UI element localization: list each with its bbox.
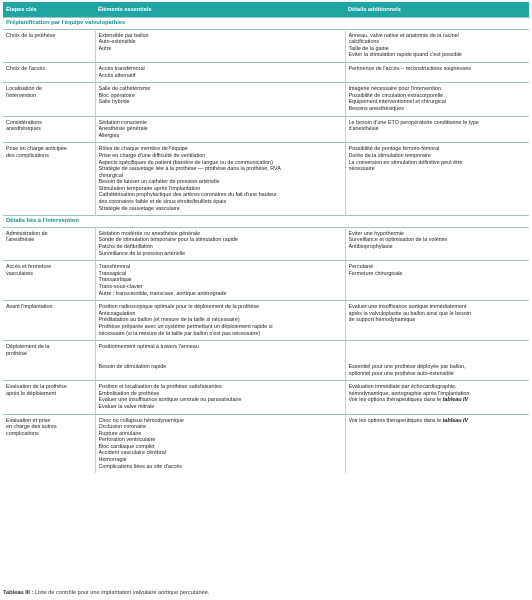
elements-cell-line: Occlusion coronaire [98,424,147,431]
details-cell-line: Taille de la gaine [348,45,389,52]
details-cell-line: Percutané [348,264,374,271]
step-cell-line: Choix de l'accès [6,65,46,72]
header-steps: Étapes clés [3,2,95,18]
step-cell-line: Localisation de [6,86,42,93]
details-cell-line: Antibioprophylaxie [348,244,393,251]
table-row [3,301,529,341]
elements-cell-line: Aspects spécifiques du patient (barrière de langue ou de communication) [98,159,273,166]
step-cell [3,227,95,260]
elements-cell-line: Accès alternatif [98,72,136,79]
details-cell [345,414,529,473]
section-row [3,216,529,228]
elements-cell-line: Cathétérisation prophylactique des artères coronaires du fait d'une hauteur [98,192,277,199]
table-header-row [3,2,529,18]
elements-cell-line: Surveillance de la pression artérielle [98,250,186,257]
elements-cell-line: Besoin de stimulation rapide [98,363,167,370]
elements-cell-line: Extensible par ballon [98,32,149,39]
details-cell-line: Possibilité de circulation extracorporelle [348,92,444,99]
elements-cell-line: Sédation modérée ou anesthésie générale [98,230,201,237]
elements-cell-line: Rôles de chaque membre de l'équipe [98,146,188,153]
details-cell-line: Pertinence de l'accès – reconstructions soigneuses [348,65,471,72]
elements-cell-line: nécessaire (si la mesure de la taille par ballon n'est pas nécessaire) [98,330,261,337]
elements-cell-line: Embolisation de prothèse [98,390,160,397]
details-cell-line: Évaluer une insuffisance aortique immédiatement [348,304,467,311]
elements-cell [95,116,345,143]
elements-cell-line: Sonde de stimulation temporaire pour la stimulation rapide [98,237,238,244]
step-cell-line: Choix de la prothèse [6,32,56,39]
elements-cell-line [99,357,342,364]
details-cell [345,116,529,143]
step-cell-line: vasculaires [6,270,33,277]
elements-cell-line: Prise en charge d'une difficulté de ventilation [98,152,206,159]
table-reference: tableau IV [442,417,469,424]
step-cell-line: complications [6,430,39,437]
step-cell [3,116,95,143]
elements-cell-line: Bloc opératoire [98,92,135,99]
elements-cell-line: Transaortique [98,277,132,284]
elements-cell-line: Autre : transcarotide, transcave, aortique antérograde [98,290,227,297]
details-cell-line: Possibilité de pontage fémoro-fémoral [348,146,440,153]
elements-cell-line: Position radioscopique optimale pour le déploiement de la prothèse [98,304,260,311]
step-cell-line: en charge des autres [6,424,57,431]
details-cell [345,83,529,116]
elements-cell [95,83,345,116]
step-cell-line: Accès et fermeture [6,264,52,271]
details-cell-line: hémodynamique, aortographie après l'implantation [348,390,470,397]
step-cell-line: après le déploiement [6,390,57,397]
table-row [3,116,529,143]
elements-cell [95,62,345,82]
elements-cell-line: Hémorragie [98,457,127,464]
details-cell-line [349,344,527,351]
section-row [3,18,529,30]
step-cell [3,62,95,82]
step-cell-line: Évaluation de la prothèse [6,384,67,391]
elements-cell-line: Prothèse préparée avec un système permettant un déploiement rapide si [98,323,273,330]
elements-cell [95,143,345,216]
elements-cell-line: Auto-extensible [98,39,136,46]
elements-cell-line: Salle hybride [98,99,130,106]
elements-cell-line: Choc ou collapsus hémodynamique [98,417,184,424]
table-row [3,261,529,301]
table-row [3,381,529,414]
elements-cell-line: Sédation consciente [98,119,148,126]
table-row [3,341,529,381]
elements-cell-line: chirurgical [98,172,124,179]
step-cell-line: Considérations [6,119,42,126]
checklist-table [3,2,529,473]
elements-cell [95,29,345,62]
step-cell-line: l'intervention [6,92,37,99]
elements-cell-line: Transfémoral [98,264,131,271]
details-cell-line: La conversion en stimulation définitive peut être [348,159,463,166]
details-cell-line: nécessaire [348,166,375,173]
table-row [3,414,529,473]
header-elements: Éléments essentiels [95,2,345,18]
details-cell [345,29,529,62]
step-cell-line: Avant l'implantation [6,304,53,311]
elements-cell-line: Anesthésie générale [98,126,148,133]
step-cell [3,381,95,414]
table-reference: tableau IV [442,397,469,404]
elements-cell-line: Position et localisation de la prothèse satisfaisantes [98,384,222,391]
step-cell [3,341,95,381]
step-cell-line: anesthésiques [6,126,41,133]
step-cell-line: des complications [6,152,49,159]
table-row [3,143,529,216]
elements-cell-line [99,351,342,358]
elements-cell-line: Perforation ventriculaire [98,437,156,444]
step-cell [3,301,95,341]
details-cell [345,261,529,301]
elements-cell-line: des coronaires faible et de sinus étroits/feuillets épais [98,199,227,206]
table-row [3,83,529,116]
header-details: Détails additionnels [345,2,529,18]
elements-cell [95,261,345,301]
step-cell [3,414,95,473]
table-row [3,227,529,260]
details-cell-line: Besoins anesthésiques [348,105,404,112]
elements-cell-line: Patchs de défibrillation [98,244,153,251]
caption-label: Tableau III : [3,590,34,596]
details-cell [345,227,529,260]
details-cell [345,62,529,82]
details-cell-line: Éviter la stimulation rapide quand c'est possible [348,52,462,59]
table-body [3,18,529,474]
elements-cell-line: Stimulation temporaire après l'implantation [98,185,201,192]
details-cell-line: Évaluation immédiate par échocardiographie, [348,384,457,391]
step-cell-line: Déploiement de la [6,344,50,351]
elements-cell [95,381,345,414]
details-cell [345,301,529,341]
elements-cell [95,301,345,341]
table-caption [3,590,209,596]
elements-cell-line: Transapical [98,270,127,277]
elements-cell-line: Stratégie de sauvetage liée à la prothèse — prothèse dans la prothèse, RVA [98,166,281,173]
details-cell-line: de support hémodynamique [348,317,416,324]
elements-cell-line: Anticoagulation [98,310,136,317]
details-cell-line: Équipement interventionnel et chirurgical [348,99,446,106]
elements-cell-line: Bloc cardiaque complet [98,443,155,450]
step-cell-line: Évaluation et prise [6,417,51,424]
elements-cell-line: Besoin de laisser un cathéter de pression artérielle [98,179,220,186]
section-title: Préplanification par l'équipe valvulopathies [3,18,529,30]
elements-cell [95,414,345,473]
details-cell-line: Durée de la stimulation temporaire [348,152,431,159]
details-cell-line: Fermeture chirurgicale [348,270,403,277]
details-cell-line: calcifications [348,39,380,46]
checklist-table-wrapper [3,2,529,473]
details-cell-line: Voir les options thérapeutiques dans le tableau IV [348,417,469,424]
section-title: Détails liés à l'intervention [3,216,529,228]
elements-cell-line: Prédilatation au ballon (et mesure de la taille si nécessaire) [98,317,240,324]
step-cell [3,261,95,301]
elements-cell-line: Accès transfémoral [98,65,145,72]
details-cell-line: Essentiel pour une prothèse déployée par ballon, [348,363,466,370]
elements-cell-line: Autre [98,45,112,52]
details-cell-line: optionnel pour une prothèse auto-extensible [348,370,454,377]
details-cell [345,143,529,216]
details-cell-line: Anneau, valve native et anatomie de la racine/ [348,32,460,39]
elements-cell [95,341,345,381]
details-cell-line [349,357,527,364]
details-cell-line: Surveillance et optimisation de la volémie [348,237,448,244]
elements-cell-line: Évaluer une insuffisance aortique centrale ou paravalvulaire [98,397,242,404]
details-cell-line: d'anesthésie [348,126,379,133]
details-cell-line: après la valvuloplastie au ballon ainsi que le besoin [348,310,472,317]
details-cell-line: Voir les options thérapeutiques dans le tableau IV [348,397,469,404]
step-cell-line: prothèse [6,350,27,357]
elements-cell-line: Positionnement optimal à travers l'anneau [98,344,199,351]
elements-cell [95,227,345,260]
elements-cell-line: Allergies [98,132,120,139]
caption-text: Liste de contrôle pour une implantation valvulaire aortique percutanée. [33,590,210,596]
step-cell [3,83,95,116]
elements-cell-line: Rupture annulaire [98,430,142,437]
elements-cell-line: Complications liées au site d'accès [98,463,182,470]
details-cell-line: Éviter une hypothermie [348,230,404,237]
details-cell [345,381,529,414]
elements-cell-line: Trans-sous-clavier [98,284,143,290]
step-cell-line: l'anesthésie [6,237,35,244]
details-cell-line: Le besoin d'une ETO peropératoire conditionne le type [348,119,479,126]
elements-cell-line: Accident vasculaire cérébral [98,450,166,457]
details-cell-line: Imagerie nécessaire pour l'intervention [348,86,441,93]
step-cell-line: Prise en charge anticipée [6,146,67,153]
elements-cell-line: Évaluer la valve mitrale [98,403,155,410]
details-cell-line [349,351,527,358]
table-row [3,62,529,82]
table-row [3,29,529,62]
step-cell [3,29,95,62]
step-cell-line: Administration de [6,230,48,237]
step-cell [3,143,95,216]
elements-cell-line: Stratégie de sauvetage vasculaire [98,205,180,212]
details-cell [345,341,529,381]
elements-cell-line: Salle de cathétérisme [98,86,151,93]
